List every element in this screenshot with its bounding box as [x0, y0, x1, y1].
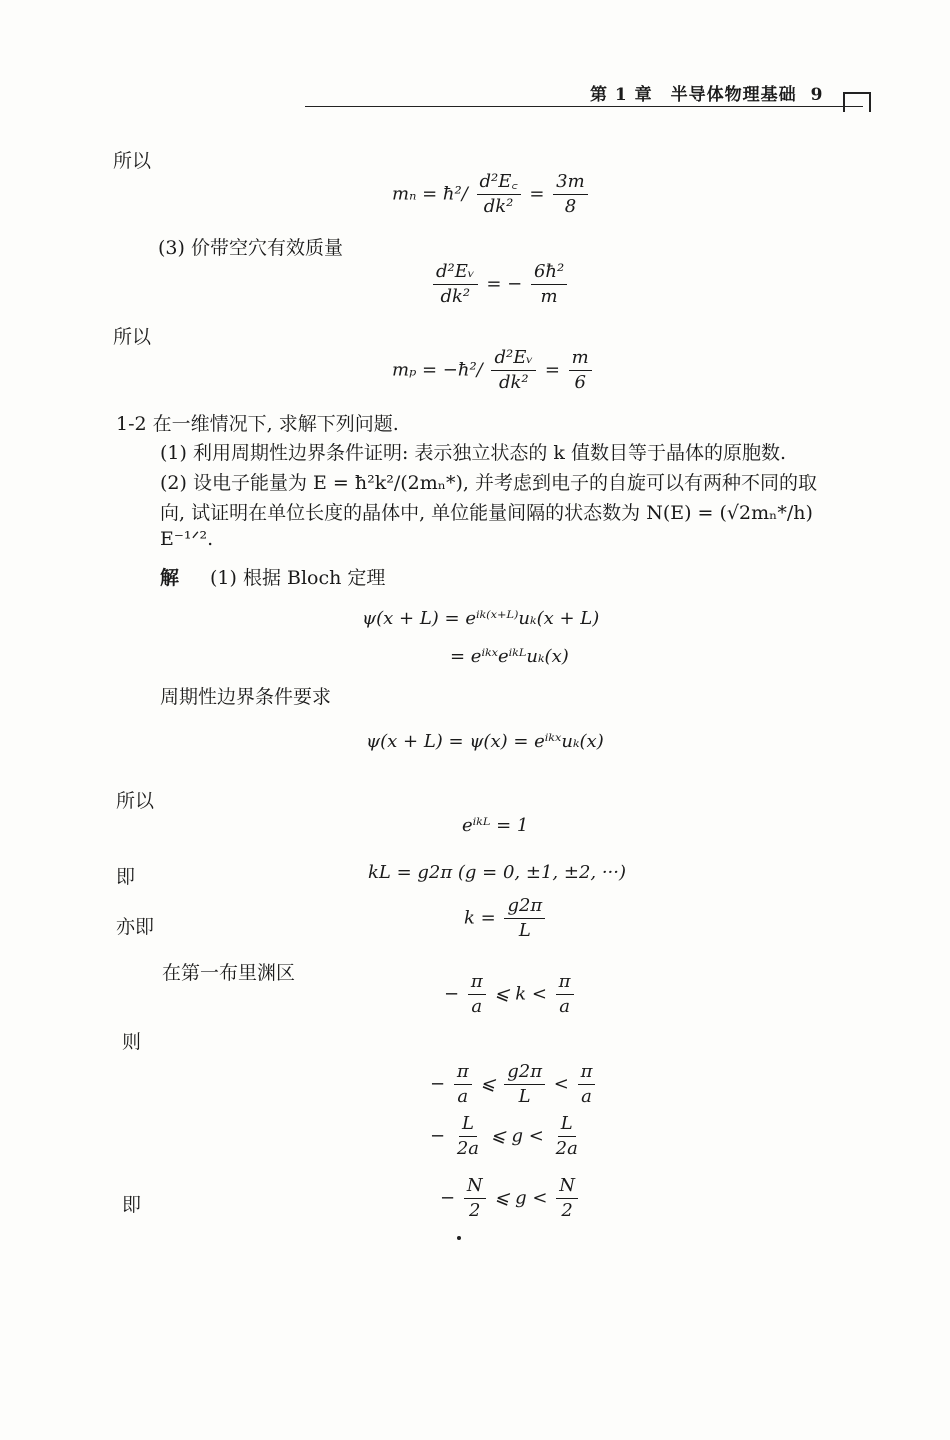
- frac-N2-2: [556, 1176, 578, 1221]
- eq-k-left: k =: [464, 907, 496, 929]
- equation-kL: kL = g2π (g = 0, ±1, ±2, ···): [368, 862, 627, 883]
- label-yiji: 亦即: [116, 916, 155, 938]
- frac-m6: [569, 348, 592, 393]
- eq-minus: −: [444, 983, 460, 1005]
- problem-part-2c: E⁻¹ᐟ².: [160, 528, 214, 550]
- label-suoyi-1: 所以: [113, 150, 152, 172]
- frac-den: a: [559, 995, 570, 1017]
- equation-bloch-2: = eⁱᵏˣeⁱᵏᴸuₖ(x): [450, 646, 569, 667]
- eq-le: ⩽: [480, 1073, 496, 1095]
- frac-num: d²E꜀: [477, 172, 521, 195]
- label-ze: 则: [122, 1031, 142, 1053]
- equation-g-2: [430, 1114, 584, 1159]
- frac-num: L: [558, 1114, 576, 1137]
- label-suoyi-3: 所以: [116, 790, 155, 812]
- frac-num: N: [556, 1176, 578, 1199]
- equation-g-1: [430, 1062, 598, 1107]
- equation-d2Ev: [430, 262, 570, 307]
- frac-den: 2: [468, 1199, 481, 1221]
- frac-pia-1: [468, 972, 486, 1017]
- eq-mp-left: mₚ = −ħ²/: [392, 359, 483, 381]
- corner-mark-icon: [843, 92, 871, 112]
- frac-dEv2: [491, 348, 536, 393]
- frac-L2a-2: [553, 1114, 581, 1159]
- label-ji-2: 即: [122, 1194, 142, 1216]
- frac-num: d²Eᵥ: [433, 262, 478, 285]
- frac-g2piL: [504, 896, 545, 941]
- frac-num: d²Eᵥ: [491, 348, 536, 371]
- frac-den: 2a: [456, 1137, 480, 1159]
- frac-num: π: [454, 1062, 472, 1085]
- frac-num: π: [556, 972, 574, 995]
- frac-num: L: [459, 1114, 477, 1137]
- eq-sign: =: [529, 183, 545, 205]
- frac-den: dk²: [498, 371, 529, 393]
- frac-6h2m: [531, 262, 567, 307]
- frac-den: 2a: [555, 1137, 578, 1159]
- frac-den: 6: [574, 371, 586, 393]
- frac-pia-3: [454, 1062, 472, 1107]
- equation-bloch-1: ψ(x + L) = eⁱᵏ⁽ˣ⁺ᴸ⁾uₖ(x + L): [362, 608, 600, 629]
- eq-minus: −: [430, 1073, 446, 1095]
- chapter-title: 第 1 章 半导体物理基础: [590, 85, 797, 105]
- eq-minus: −: [430, 1125, 446, 1147]
- frac-den: dk²: [483, 195, 514, 217]
- page-number: 9: [810, 85, 824, 105]
- eq-ineq: ⩽ g <: [494, 1187, 548, 1209]
- frac-g2piL-2: [504, 1062, 545, 1107]
- frac-L2a-1: [454, 1114, 482, 1159]
- problem-part-2b: 向, 试证明在单位长度的晶体中, 单位能量间隔的状态数为 N(E) = (√2mₙ*/h): [160, 502, 813, 524]
- problem-title: 1-2 在一维情况下, 求解下列问题.: [116, 413, 399, 435]
- frac-den: 2: [561, 1199, 573, 1221]
- frac-den: a: [471, 995, 483, 1017]
- frac-N2-1: [464, 1176, 486, 1221]
- item-3: (3) 价带空穴有效质量: [158, 237, 343, 259]
- frac-num: 3m: [553, 172, 588, 195]
- equation-mp: [392, 348, 595, 393]
- frac-den: a: [457, 1085, 469, 1107]
- frac-dEc: [477, 172, 521, 217]
- eq-ineq: ⩽ g <: [490, 1125, 544, 1147]
- periodic-requirement: 周期性边界条件要求: [160, 686, 332, 708]
- solution-label: 解: [160, 567, 180, 589]
- frac-den: 8: [564, 195, 577, 217]
- frac-num: g2π: [504, 1062, 545, 1085]
- frac-den: m: [540, 285, 558, 307]
- frac-num: 6ħ²: [531, 262, 567, 285]
- first-brillouin-zone: 在第一布里渊区: [162, 962, 296, 984]
- label-ji-1: 即: [116, 866, 136, 888]
- equation-g-3: [440, 1176, 581, 1221]
- header-rule: [305, 106, 863, 107]
- equation-periodic: ψ(x + L) = ψ(x) = eⁱᵏˣuₖ(x): [366, 731, 604, 752]
- frac-num: m: [569, 348, 592, 371]
- frac-num: N: [464, 1176, 486, 1199]
- eq-sign: =: [544, 359, 560, 381]
- frac-dEv: [433, 262, 478, 307]
- frac-den: L: [518, 919, 531, 941]
- eq-minus: −: [440, 1187, 456, 1209]
- frac-den: L: [518, 1085, 531, 1107]
- frac-num: π: [578, 1062, 596, 1085]
- equation-exp: eⁱᵏᴸ = 1: [462, 815, 529, 836]
- equation-mn: [392, 172, 591, 217]
- solution-part-1: (1) 根据 Bloch 定理: [210, 567, 386, 589]
- stray-dot: [457, 1236, 461, 1240]
- eq-mn-left: mₙ = ħ²/: [392, 183, 468, 205]
- eq-sign: = −: [486, 273, 523, 295]
- frac-pia-4: [578, 1062, 596, 1107]
- frac-num: g2π: [504, 896, 545, 919]
- problem-part-1: (1) 利用周期性边界条件证明: 表示独立状态的 k 值数目等于晶体的原胞数.: [160, 442, 787, 464]
- running-header: [590, 80, 824, 105]
- equation-k: [464, 896, 548, 941]
- problem-part-2a: (2) 设电子能量为 E = ħ²k²/(2mₙ*), 并考虑到电子的自旋可以有两种不同的取: [160, 472, 817, 494]
- label-suoyi-2: 所以: [113, 326, 152, 348]
- eq-ineq: ⩽ k <: [494, 983, 547, 1005]
- frac-3m8: [553, 172, 588, 217]
- equation-bz: [444, 972, 577, 1017]
- frac-den: dk²: [440, 285, 471, 307]
- frac-pia-2: [556, 972, 574, 1017]
- eq-lt: <: [553, 1073, 569, 1095]
- frac-den: a: [581, 1085, 592, 1107]
- frac-num: π: [468, 972, 486, 995]
